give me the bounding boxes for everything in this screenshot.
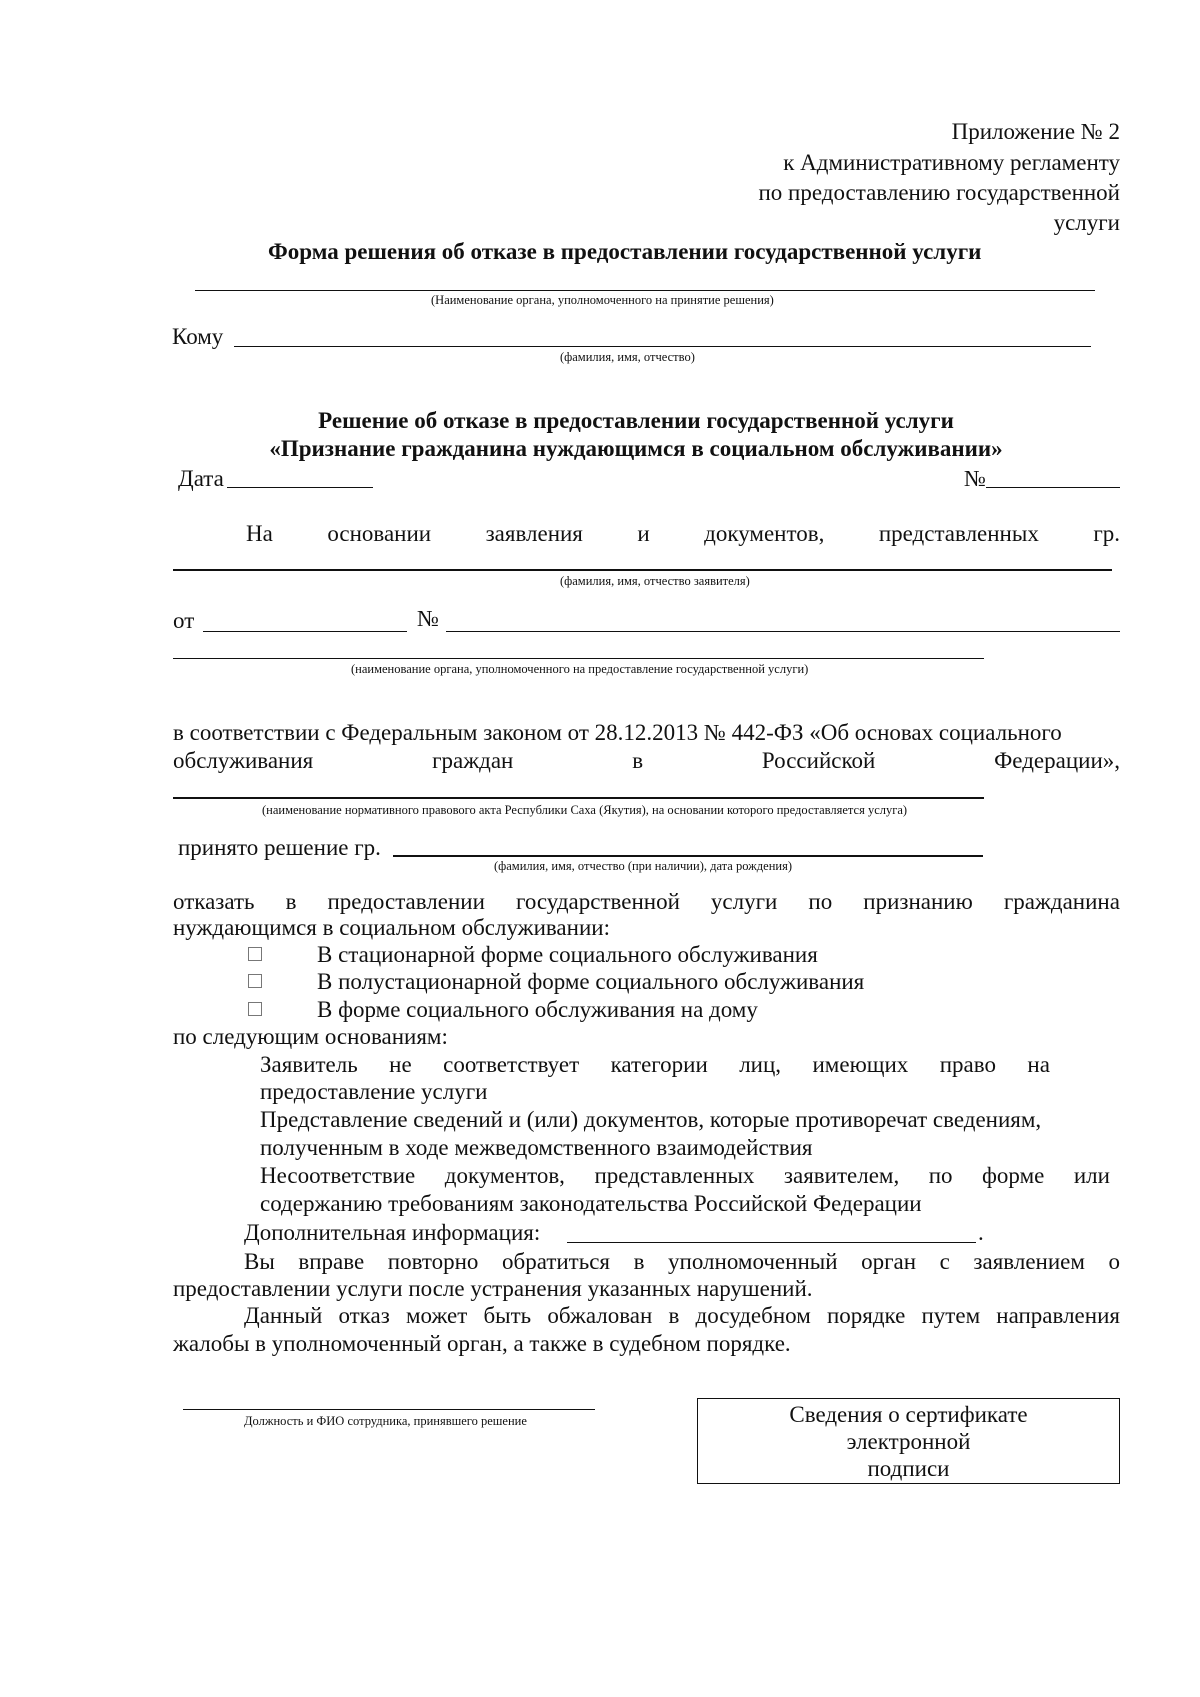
reapply-line1 [244,1248,1120,1276]
law-word: в [632,748,644,773]
act-name-line[interactable] [173,797,984,799]
certificate-line2: электронной [846,1429,971,1454]
law-word: Федерации», [994,748,1120,773]
basis-word: и [637,521,650,546]
refuse-line1 [173,888,1120,916]
ground1-word: на [1027,1052,1050,1077]
decision-person-caption: (фамилия, имя, отчество (при наличии), дата рождения) [494,859,792,873]
reapply-word: заявлением [973,1249,1085,1274]
certificate-line1: Сведения о сертификате [789,1402,1028,1427]
basis-line [246,520,1120,548]
ground3-word: Несоответствие [260,1163,416,1188]
stationary-form-checkbox[interactable] [248,947,262,961]
certificate-line3: подписи [867,1456,950,1481]
basis-word: заявления [485,521,583,546]
home-form-checkbox[interactable] [248,1002,262,1016]
number-line[interactable] [986,487,1120,488]
appeal-word: может [405,1303,468,1328]
appeal-word: в [668,1303,680,1328]
ground1-word: право [939,1052,996,1077]
ground3-line2: содержанию требованиям законодательства Российской Федерации [260,1191,922,1216]
ground1-word: имеющих [812,1052,909,1077]
appeal-line1 [244,1302,1120,1330]
ground1-line2: предоставление услуги [260,1079,488,1104]
decision-title-line1: Решение об отказе в предоставлении государственной услуги [318,408,954,433]
date-line[interactable] [227,487,373,488]
appeal-word: быть [483,1303,532,1328]
ground1-word: лиц, [739,1052,782,1077]
appendix-provision: по предоставлению государственной [758,180,1120,205]
appeal-word: направления [996,1303,1120,1328]
law-word: обслуживания [173,748,314,773]
law-word: граждан [432,748,514,773]
appeal-word: обжалован [547,1303,653,1328]
ground3-word: форме [982,1163,1045,1188]
semi-stationary-form-label: В полустационарной форме социального обслуживания [317,969,865,994]
number-label: № [964,466,986,491]
basis-word: документов, [704,521,825,546]
ground1-word: категории [610,1052,708,1077]
to-name-caption: (фамилия, имя, отчество) [560,350,695,364]
ground1-word: Заявитель [260,1052,358,1077]
org-name-caption: (Наименование органа, уполномоченного на принятие решения) [431,293,774,307]
act-name-caption: (наименование нормативного правового акта Республики Саха (Якутия), на основании которого предоставляется услуга) [262,803,908,817]
appeal-word: порядке [826,1303,906,1328]
ground3-word: по [928,1163,953,1188]
ground3-line1 [260,1162,1110,1190]
reapply-word: с [939,1249,950,1274]
reapply-word: в [633,1249,645,1274]
ground3-word: представленных [594,1163,755,1188]
refuse-word: услуги [710,889,778,914]
reapply-word: Вы [244,1249,275,1274]
refuse-word: отказать [173,889,255,914]
signature-caption: Должность и ФИО сотрудника, принявшего решение [244,1414,527,1428]
law-line2 [173,747,1120,775]
ground1-word: не [389,1052,412,1077]
semi-stationary-form-checkbox[interactable] [248,974,262,988]
law-line1: в соответствии с Федеральным законом от 28.12.2013 № 442-ФЗ «Об основах социального [173,720,1062,745]
reapply-word: о [1108,1249,1120,1274]
stationary-form-label: В стационарной форме социального обслуживания [317,942,818,967]
basis-word: На [246,521,273,546]
decision-made-label: принято решение гр. [178,835,381,860]
appendix-service: услуги [1053,210,1120,235]
law-word: Российской [761,748,876,773]
decision-person-line[interactable] [393,855,983,857]
appeal-word: путем [921,1303,981,1328]
reapply-word: уполномоченный [668,1249,838,1274]
basis-word: представленных [878,521,1039,546]
from-date-line[interactable] [203,631,407,632]
refuse-word: в [285,889,297,914]
ground3-word: заявителем, [783,1163,900,1188]
refuse-word: гражданина [1003,889,1120,914]
refuse-word: предоставлении [327,889,485,914]
ground2-line2: полученным в ходе межведомственного взаимодействия [260,1135,813,1160]
appeal-line2: жалобы в уполномоченный орган, а также в судебном порядке. [173,1331,791,1356]
ground3-word: документов, [444,1163,565,1188]
org-name-line[interactable] [195,290,1095,291]
basis-word: основании [327,521,432,546]
reapply-line2: предоставлении услуги после устранения указанных нарушений. [173,1276,813,1301]
appeal-word: отказ [338,1303,390,1328]
additional-info-label: Дополнительная информация: [244,1220,541,1245]
date-label: Дата [178,466,224,491]
reapply-word: повторно [387,1249,479,1274]
refuse-word: государственной [515,889,680,914]
to-label: Кому [172,324,224,349]
reapply-word: обратиться [502,1249,611,1274]
ground1-word: соответствует [443,1052,580,1077]
applicant-name-line[interactable] [173,569,1112,571]
from-label: от [173,608,195,633]
service-org-line[interactable] [173,658,984,659]
basis-word: гр. [1093,521,1120,546]
reapply-word: орган [861,1249,917,1274]
home-form-label: В форме социального обслуживания на дому [317,997,758,1022]
appendix-number: Приложение № 2 [951,119,1120,144]
appendix-regulation: к Административному регламенту [783,150,1120,175]
grounds-intro: по следующим основаниям: [173,1024,448,1049]
ground1-line1 [260,1051,1050,1079]
signature-line[interactable] [183,1409,595,1410]
reapply-word: вправе [298,1249,365,1274]
from-number-line[interactable] [446,631,1120,632]
appeal-word: Данный [244,1303,323,1328]
refuse-word: по [808,889,833,914]
ground3-word: или [1073,1163,1110,1188]
additional-info-line[interactable] [567,1242,976,1243]
ground2-line1: Представление сведений и (или) документов, которые противоречат сведениям, [260,1107,1042,1132]
certificate-box [697,1398,1120,1484]
to-name-line[interactable] [234,346,1091,347]
refuse-line2: нуждающимся в социальном обслуживании: [173,915,610,940]
refuse-word: признанию [863,889,973,914]
decision-title-line2: «Признание гражданина нуждающимся в социальном обслуживании» [269,436,1003,461]
service-org-caption: (наименование органа, уполномоченного на предоставление государственной услуги) [351,662,809,676]
applicant-name-caption: (фамилия, имя, отчество заявителя) [560,574,750,588]
from-number-label: № [417,606,439,631]
appeal-word: досудебном [695,1303,811,1328]
form-title: Форма решения об отказе в предоставлении государственной услуги [268,239,982,264]
additional-info-end: . [978,1220,984,1245]
